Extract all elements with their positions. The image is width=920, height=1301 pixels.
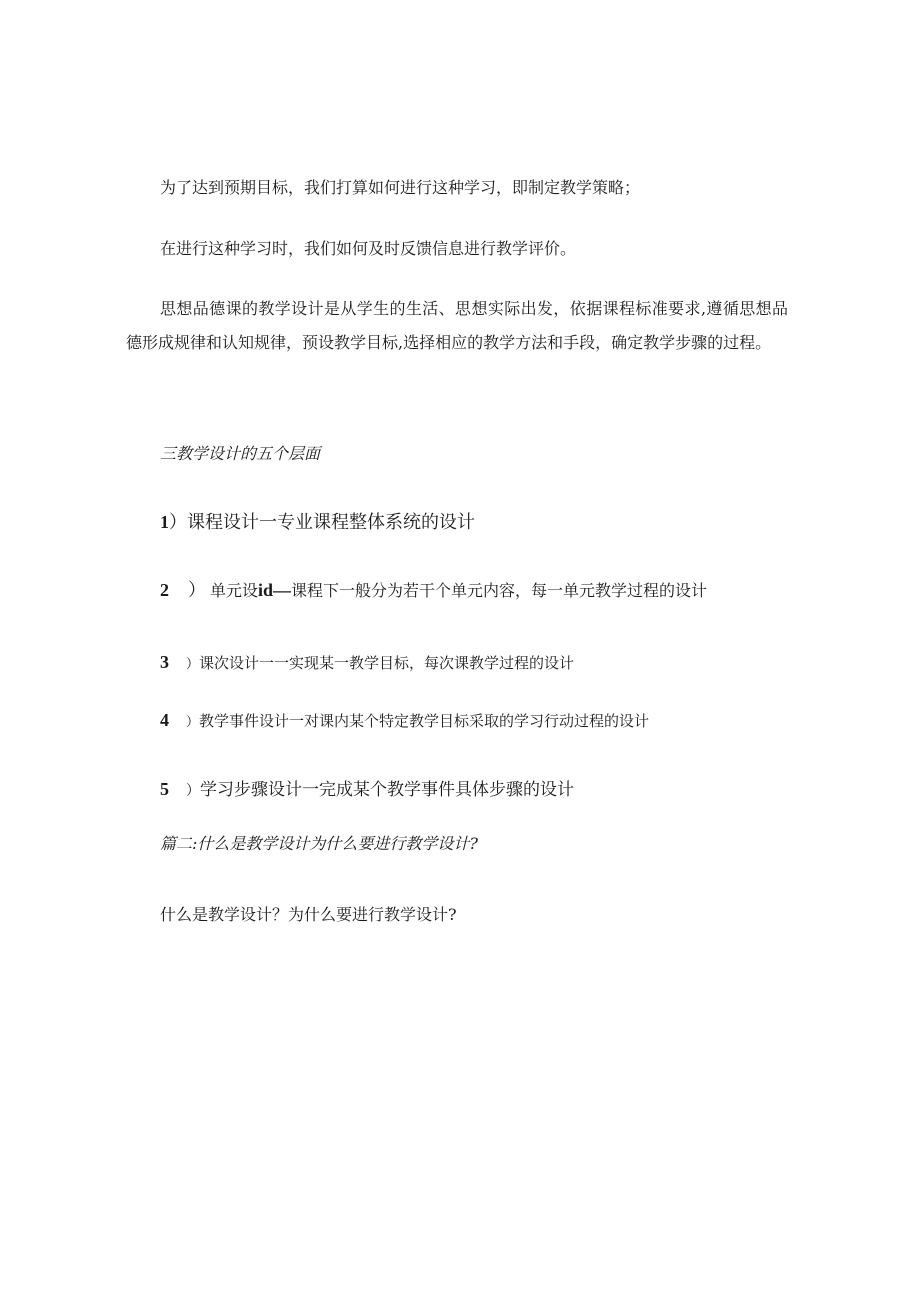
item-paren: ） bbox=[186, 715, 200, 730]
item-paren: ） bbox=[186, 783, 200, 799]
item-text: 单元设 bbox=[210, 581, 259, 600]
chapter-heading: 篇二:什么是教学设计为什么要进行教学设计? bbox=[160, 834, 478, 853]
section-heading: 三教学设计的五个层面 bbox=[160, 444, 321, 463]
list-item-2 bbox=[160, 576, 707, 602]
item-paren: ） bbox=[188, 580, 206, 601]
item-number: 2 bbox=[160, 580, 169, 600]
item-number: 3 bbox=[160, 652, 169, 672]
list-item-5 bbox=[160, 775, 574, 800]
item-number: 5 bbox=[160, 779, 169, 799]
list-item-3 bbox=[160, 652, 574, 673]
closing-line: 什么是教学设计？为什么要进行教学设计? bbox=[160, 905, 457, 924]
item-paren: ） bbox=[169, 512, 187, 533]
list-item-1 bbox=[160, 508, 475, 534]
paragraph-evaluation: 在进行这种学习时，我们如何及时反馈信息进行教学评价。 bbox=[160, 239, 577, 258]
paragraph-strategy: 为了达到预期目标，我们打算如何进行这种学习，即制定教学策略； bbox=[160, 178, 641, 197]
item-text: 课程设计一专业课程整体系统的设计 bbox=[187, 512, 475, 533]
list-item-4 bbox=[160, 710, 649, 731]
item-text: 课程下一般分为若干个单元内容，每一单元教学过程的设计 bbox=[291, 581, 708, 600]
item-text: 教学事件设计一对课内某个特定教学目标采取的学习行动过程的设计 bbox=[199, 712, 650, 730]
item-paren: ） bbox=[186, 657, 200, 672]
paragraph-definition: 思想品德课的教学设计是从学生的生活、思想实际出发，依据课程标准要求,遵循思想品德形成规律和认知规律，预设教学目标,选择相应的教学方法和手段，确定教学步骤的过程。 bbox=[126, 299, 788, 352]
item-number: 4 bbox=[160, 710, 169, 730]
item-number: 1 bbox=[160, 512, 169, 532]
item-text-bold: id— bbox=[258, 580, 292, 600]
item-text: 课次设计一一实现某一教学目标，每次课教学过程的设计 bbox=[199, 654, 575, 672]
item-text: 学习步骤设计一完成某个教学事件具体步骤的设计 bbox=[200, 780, 574, 800]
